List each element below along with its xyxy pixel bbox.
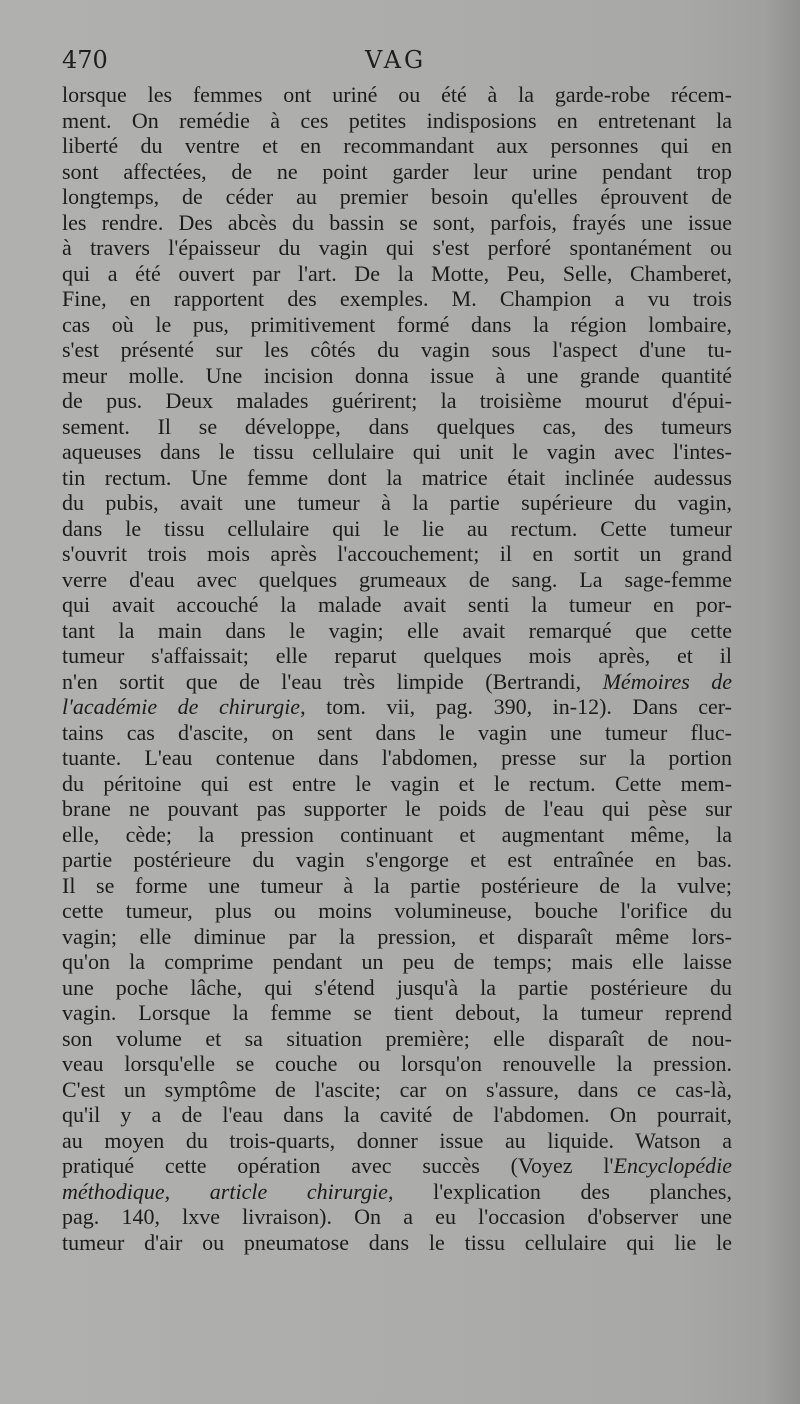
text-line: pratiqué cette opération avec succès (Voyez l'Encyclopédie: [62, 1153, 732, 1178]
text-line: cette tumeur, plus ou moins volumineuse, bouche l'orifice du: [62, 898, 732, 923]
text-line: n'en sortit que de l'eau très limpide (Bertrandi, Mémoires de: [62, 668, 732, 694]
body-text: [62, 82, 732, 1255]
text-line: vagin; elle diminue par la pression, et disparaît même lors-: [62, 923, 732, 949]
text-line: qu'on la comprime pendant un peu de temps; mais elle laisse: [62, 949, 732, 974]
text-line: C'est un symptôme de l'ascite; car on s'assure, dans ce cas-là,: [62, 1076, 732, 1102]
text-line: son volume et sa situation première; elle disparaît de nou-: [62, 1025, 732, 1051]
running-head: VAG: [365, 46, 427, 74]
page-header: [62, 44, 732, 78]
text-line: partie postérieure du vagin s'engorge et est entraînée en bas.: [62, 847, 732, 872]
italic-title: méthodique, article chirurgie: [62, 1178, 388, 1204]
text-line: tant la main dans le vagin; elle avait remarqué que cette: [62, 617, 732, 643]
text-line: méthodique, article chirurgie, l'explication des planches,: [62, 1178, 732, 1204]
text-line: cas où le pus, primitivement formé dans la région lombaire,: [62, 311, 732, 337]
text-line: Il se forme une tumeur à la partie postérieure de la vulve;: [62, 872, 732, 898]
italic-title: Encyclopédie: [613, 1153, 732, 1178]
text-line: s'est présenté sur les côtés du vagin sous l'aspect d'une tu-: [62, 337, 732, 362]
text-line: du péritoine qui est entre le vagin et le rectum. Cette mem-: [62, 770, 732, 796]
text-line: longtemps, de céder au premier besoin qu'elles éprouvent de: [62, 184, 732, 209]
text-line: qui a été ouvert par l'art. De la Motte, Peu, Selle, Chamberet,: [62, 260, 732, 286]
text-line: tuante. L'eau contenue dans l'abdomen, presse sur la portion: [62, 745, 732, 770]
text-line: sement. Il se développe, dans quelques cas, des tumeurs: [62, 413, 732, 439]
text-line: l'académie de chirurgie, tom. vii, pag. 390, in-12). Dans cer-: [62, 694, 732, 719]
text-line: liberté du ventre et en recommandant aux personnes qui en: [62, 133, 732, 158]
text-line: veau lorsqu'elle se couche ou lorsqu'on renouvelle la pression.: [62, 1051, 732, 1076]
text-line: Fine, en rapportent des exemples. M. Champion a vu trois: [62, 286, 732, 311]
text-line: s'ouvrit trois mois après l'accouchement; il en sortit un grand: [62, 541, 732, 566]
italic-title: l'académie de chirurgie: [62, 694, 301, 719]
text-line: meur molle. Une incision donna issue à une grande quantité: [62, 362, 732, 388]
text-line: tumeur d'air ou pneumatose dans le tissu cellulaire qui lie le: [62, 1229, 732, 1255]
text-line: tains cas d'ascite, on sent dans le vagin une tumeur fluc-: [62, 719, 732, 745]
text-line: elle, cède; la pression continuant et augmentant même, la: [62, 821, 732, 847]
italic-title: Mémoires de: [602, 668, 732, 694]
text-line: pag. 140, lxve livraison). On a eu l'occasion d'observer une: [62, 1204, 732, 1229]
text-line: sont affectées, de ne point garder leur urine pendant trop: [62, 158, 732, 184]
text-line: à travers l'épaisseur du vagin qui s'est perforé spontanément ou: [62, 235, 732, 260]
text-line: lorsque les femmes ont uriné ou été à la garde-robe récem-: [62, 82, 732, 107]
text-line: brane ne pouvant pas supporter le poids de l'eau qui pèse sur: [62, 796, 732, 821]
text-line: au moyen du trois-quarts, donner issue au liquide. Watson a: [62, 1127, 732, 1153]
text-line: dans le tissu cellulaire qui le lie au rectum. Cette tumeur: [62, 515, 732, 541]
text-line: tin rectum. Une femme dont la matrice était inclinée audessus: [62, 464, 732, 490]
text-line: de pus. Deux malades guérirent; la troisième mourut d'épui-: [62, 388, 732, 413]
text-line: du pubis, avait une tumeur à la partie supérieure du vagin,: [62, 490, 732, 515]
text-line: qui avait accouché la malade avait senti la tumeur en por-: [62, 592, 732, 617]
text-line: qu'il y a de l'eau dans la cavité de l'abdomen. On pourrait,: [62, 1102, 732, 1127]
text-line: vagin. Lorsque la femme se tient debout, la tumeur reprend: [62, 1000, 732, 1025]
text-line: aqueuses dans le tissu cellulaire qui unit le vagin avec l'intes-: [62, 439, 732, 464]
text-line: tumeur s'affaissait; elle reparut quelques mois après, et il: [62, 643, 732, 668]
text-line: verre d'eau avec quelques grumeaux de sang. La sage-femme: [62, 566, 732, 592]
text-line: une poche lâche, qui s'étend jusqu'à la partie postérieure du: [62, 974, 732, 1000]
text-line: les rendre. Des abcès du bassin se sont, parfois, frayés une issue: [62, 209, 732, 235]
page-number: 470: [62, 46, 108, 74]
text-line: ment. On remédie à ces petites indisposions en entretenant la: [62, 107, 732, 133]
